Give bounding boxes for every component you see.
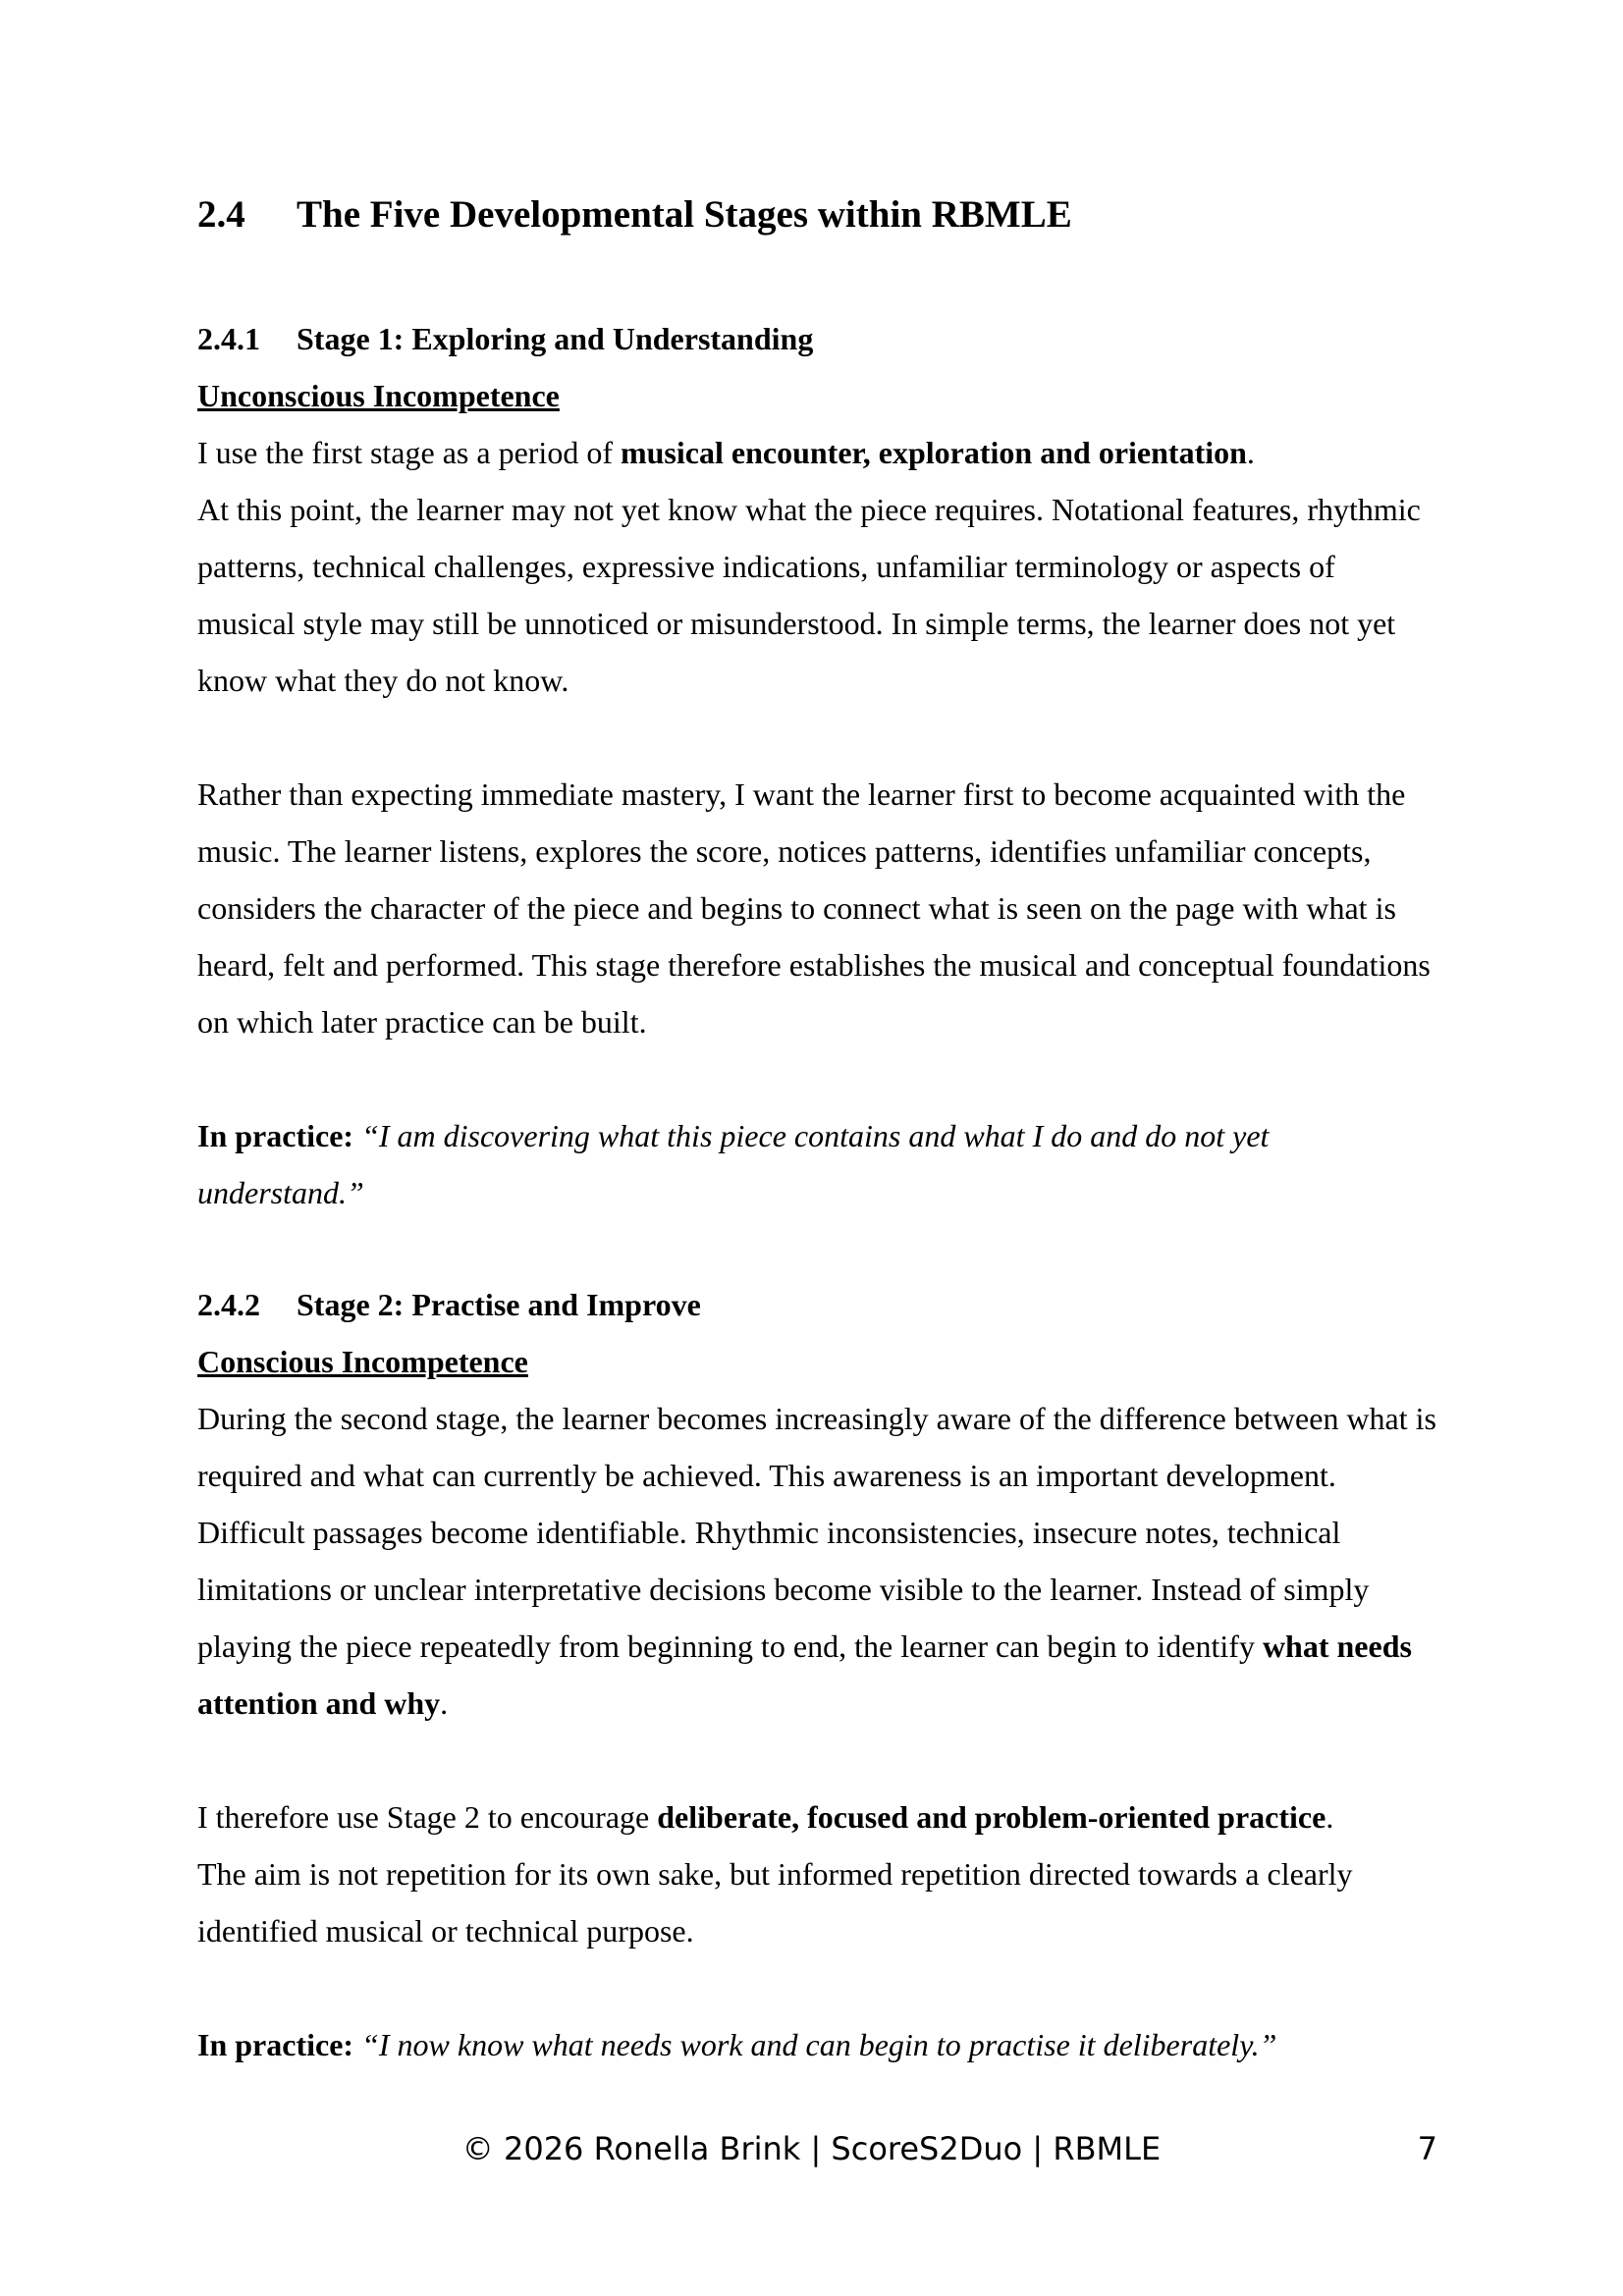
stage1-heading [197,310,1436,367]
page-number: 7 [1417,2130,1437,2167]
stage2-p2-bold: deliberate, focused and problem-oriented practice [657,1799,1326,1835]
stage2-in-practice [197,2016,1436,2073]
stage2-p1-end: . [440,1685,449,1721]
stage2-practice-quote: “I now know what needs work and can begin to practise it deliberately.” [361,2027,1277,2062]
stage1-number: 2.4.1 [197,321,260,356]
stage2-subtitle: Conscious Incompetence [197,1344,528,1379]
stage2-practice-label: In practice: [197,2027,354,2062]
stage2-p2-end: . [1325,1799,1334,1835]
stage1-p1-end: . [1246,435,1255,470]
section-number: 2.4 [197,193,245,236]
stage1-p1-bold: musical encounter, exploration and orientation [620,435,1247,470]
stage1-title: Stage 1: Exploring and Understanding [297,321,814,356]
stage1-paragraph-1 [197,424,1436,709]
stage1-p1-cont: At this point, the learner may not yet know what the piece requires. Notational features, rhythmic patterns, technical challenges, expressive indications, unfamiliar terminology or aspects of musical style may still be unnoticed or misunderstood. In simple terms, the learner does not yet know what they do not know. [197,492,1421,698]
stage1-section [197,310,1436,1221]
footer-copyright: © 2026 Ronella Brink | ScoreS2Duo | RBMLE [461,2130,1162,2167]
stage2-p2-text: I therefore use Stage 2 to encourage [197,1799,658,1835]
section-heading [197,192,1072,237]
stage1-in-practice [197,1107,1436,1221]
stage2-p1-text: During the second stage, the learner becomes increasingly aware of the difference between what is required and what can currently be achieved. This awareness is an important development. Difficult passages become identifiable. Rhythmic inconsistencies, insecure notes, technical limitations or unclear interpretative decisions become visible to the learner. Instead of simply playing the piece repeatedly from beginning to end, the learner can begin to identify [197,1401,1436,1664]
stage2-paragraph-1 [197,1390,1436,1732]
stage1-subtitle: Unconscious Incompetence [197,378,560,413]
section-title: The Five Developmental Stages within RBMLE [297,193,1072,236]
stage1-paragraph-2: Rather than expecting immediate mastery, I want the learner first to become acquainted with the music. The learner listens, explores the score, notices patterns, identifies unfamiliar concepts, considers the character of the piece and begins to connect what is seen on the page with what is heard, felt and performed. This stage therefore establishes the musical and conceptual foundations on which later practice can be built. [197,776,1431,1040]
stage2-heading [197,1276,1436,1333]
stage2-paragraph-2 [197,1789,1436,1959]
stage2-p1-bold: what needs attention and why [197,1629,1412,1721]
stage1-practice-label: In practice: [197,1118,354,1153]
stage1-p1-text: I use the first stage as a period of [197,435,621,470]
stage2-p2-cont: The aim is not repetition for its own sake, but informed repetition directed towards a clearly identified musical or technical purpose. [197,1856,1353,1949]
stage1-practice-quote: “I am discovering what this piece contains and what I do and do not yet understand.” [197,1118,1270,1210]
stage2-title: Stage 2: Practise and Improve [297,1287,701,1322]
stage2-section [197,1276,1436,2073]
stage2-number: 2.4.2 [197,1287,260,1322]
